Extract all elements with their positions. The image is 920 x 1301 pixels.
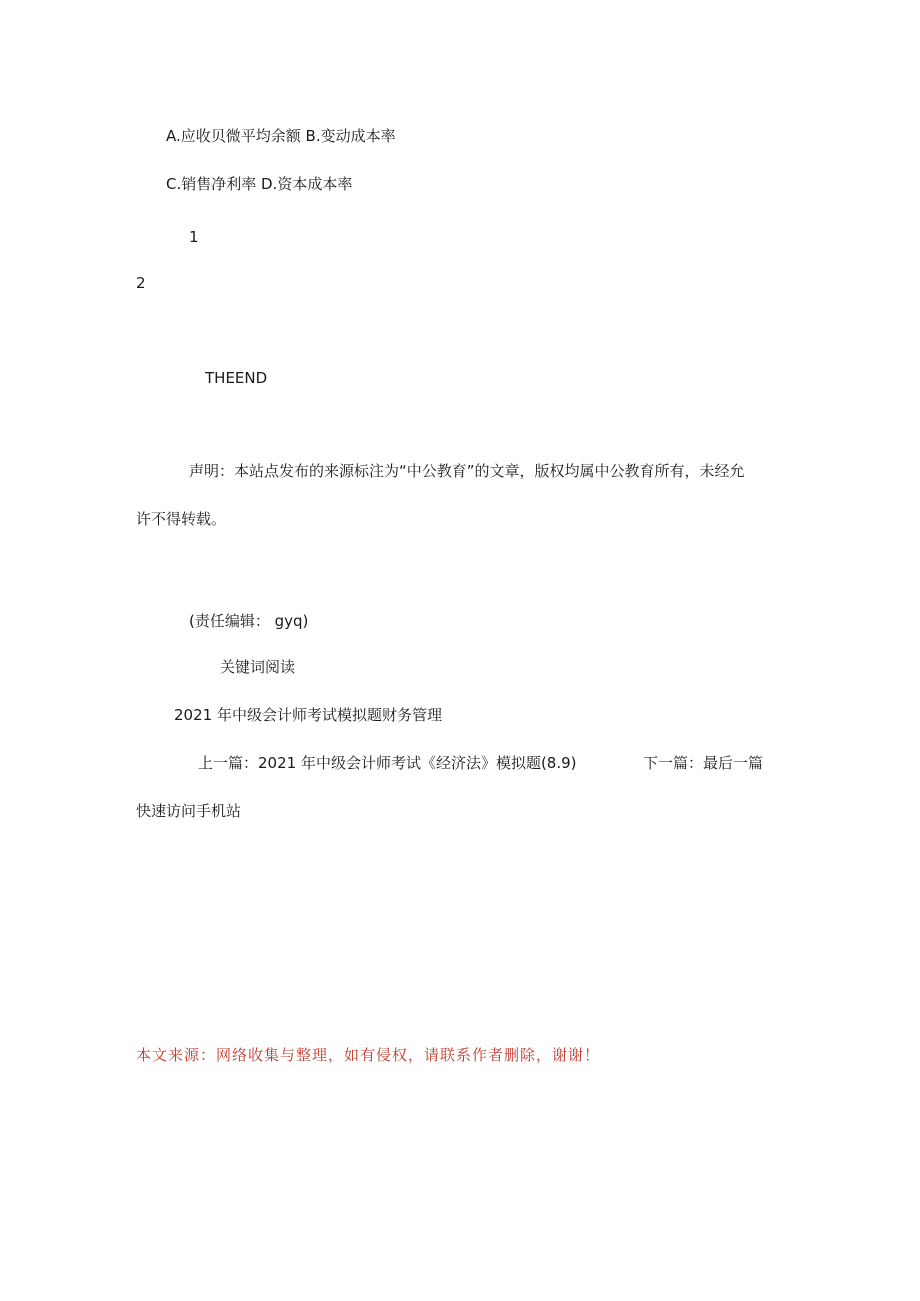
option-line-1: A.应收贝微平均余额 B.变动成本率 <box>166 127 396 145</box>
page-number-1[interactable]: 1 <box>189 228 199 246</box>
prev-article-link[interactable]: 上一篇：2021 年中级会计师考试《经济法》模拟题(8.9) <box>198 754 577 772</box>
keyword-link[interactable]: 2021 年中级会计师考试模拟题财务管理 <box>174 706 442 724</box>
editor-credit: (责任编辑： gyq) <box>189 612 309 630</box>
next-article-link[interactable]: 下一篇：最后一篇 <box>643 754 764 772</box>
keywords-heading: 关键词阅读 <box>220 658 296 676</box>
statement-line-2: 许不得转载。 <box>136 510 227 528</box>
page-number-2[interactable]: 2 <box>136 274 146 292</box>
the-end-marker: THEEND <box>205 369 268 387</box>
source-note: 本文来源：网络收集与整理，如有侵权，请联系作者删除，谢谢！ <box>136 1046 601 1064</box>
mobile-site-link[interactable]: 快速访问手机站 <box>136 802 242 820</box>
option-line-2: C.销售净利率 D.资本成本率 <box>166 175 353 193</box>
statement-line-1: 声明：本站点发布的来源标注为“中公教育”的文章，版权均属中公教育所有，未经允 <box>189 462 745 480</box>
